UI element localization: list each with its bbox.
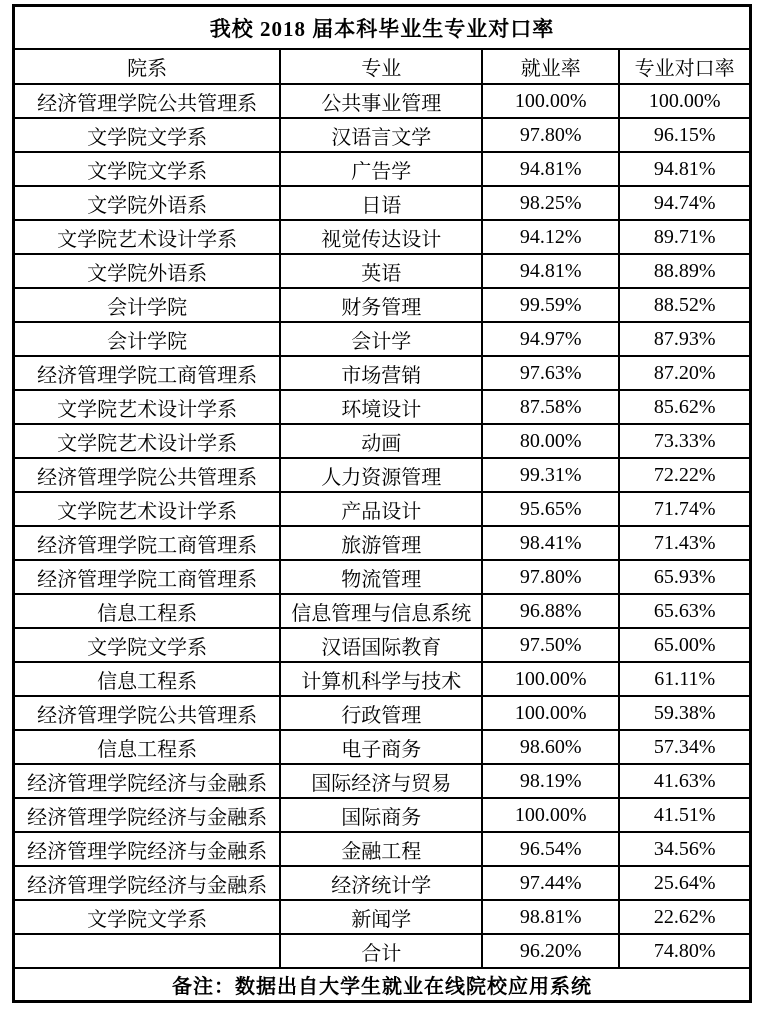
cell-department: 文学院艺术设计学系 bbox=[14, 220, 281, 254]
cell-department: 会计学院 bbox=[14, 322, 281, 356]
cell-department: 文学院艺术设计学系 bbox=[14, 390, 281, 424]
employment-match-rate-table bbox=[12, 4, 752, 1003]
cell-employment-rate: 99.59% bbox=[482, 288, 619, 322]
cell-match-rate: 61.11% bbox=[619, 662, 750, 696]
cell-department: 信息工程系 bbox=[14, 594, 281, 628]
table-row bbox=[14, 322, 751, 356]
cell-major: 经济统计学 bbox=[280, 866, 482, 900]
cell-department: 文学院文学系 bbox=[14, 118, 281, 152]
cell-department: 经济管理学院经济与金融系 bbox=[14, 798, 281, 832]
cell-department: 文学院文学系 bbox=[14, 628, 281, 662]
column-header-match-rate: 专业对口率 bbox=[619, 49, 750, 84]
cell-employment-rate: 94.12% bbox=[482, 220, 619, 254]
cell-department: 文学院外语系 bbox=[14, 186, 281, 220]
cell-employment-rate: 100.00% bbox=[482, 662, 619, 696]
cell-employment-rate: 87.58% bbox=[482, 390, 619, 424]
table-row bbox=[14, 764, 751, 798]
cell-match-rate: 65.63% bbox=[619, 594, 750, 628]
column-header-department: 院系 bbox=[14, 49, 281, 84]
table-row bbox=[14, 84, 751, 118]
cell-department: 经济管理学院经济与金融系 bbox=[14, 764, 281, 798]
cell-employment-rate: 98.60% bbox=[482, 730, 619, 764]
cell-employment-rate: 96.88% bbox=[482, 594, 619, 628]
cell-match-rate: 65.93% bbox=[619, 560, 750, 594]
cell-match-rate: 74.80% bbox=[619, 934, 750, 968]
table-footer-row bbox=[14, 968, 751, 1002]
cell-employment-rate: 100.00% bbox=[482, 84, 619, 118]
table-row bbox=[14, 492, 751, 526]
cell-employment-rate: 99.31% bbox=[482, 458, 619, 492]
column-header-major: 专业 bbox=[280, 49, 482, 84]
cell-match-rate: 65.00% bbox=[619, 628, 750, 662]
cell-department: 经济管理学院工商管理系 bbox=[14, 560, 281, 594]
cell-match-rate: 71.74% bbox=[619, 492, 750, 526]
cell-department: 文学院外语系 bbox=[14, 254, 281, 288]
cell-department: 经济管理学院公共管理系 bbox=[14, 696, 281, 730]
cell-employment-rate: 100.00% bbox=[482, 798, 619, 832]
cell-department: 信息工程系 bbox=[14, 730, 281, 764]
cell-major: 动画 bbox=[280, 424, 482, 458]
cell-match-rate: 94.74% bbox=[619, 186, 750, 220]
cell-major: 汉语言文学 bbox=[280, 118, 482, 152]
table-row bbox=[14, 866, 751, 900]
cell-match-rate: 87.20% bbox=[619, 356, 750, 390]
cell-employment-rate: 98.41% bbox=[482, 526, 619, 560]
cell-employment-rate: 94.97% bbox=[482, 322, 619, 356]
table-row bbox=[14, 152, 751, 186]
cell-employment-rate: 97.80% bbox=[482, 560, 619, 594]
cell-department: 经济管理学院工商管理系 bbox=[14, 356, 281, 390]
table-row bbox=[14, 628, 751, 662]
cell-major: 人力资源管理 bbox=[280, 458, 482, 492]
cell-department: 经济管理学院公共管理系 bbox=[14, 458, 281, 492]
table-row bbox=[14, 696, 751, 730]
cell-major: 环境设计 bbox=[280, 390, 482, 424]
cell-match-rate: 96.15% bbox=[619, 118, 750, 152]
table-row bbox=[14, 424, 751, 458]
table-header-row bbox=[14, 49, 751, 84]
cell-employment-rate: 97.50% bbox=[482, 628, 619, 662]
table-row bbox=[14, 186, 751, 220]
cell-major: 财务管理 bbox=[280, 288, 482, 322]
cell-match-rate: 59.38% bbox=[619, 696, 750, 730]
table-row bbox=[14, 458, 751, 492]
cell-major: 广告学 bbox=[280, 152, 482, 186]
cell-major: 英语 bbox=[280, 254, 482, 288]
cell-employment-rate: 80.00% bbox=[482, 424, 619, 458]
cell-match-rate: 25.64% bbox=[619, 866, 750, 900]
cell-employment-rate: 98.25% bbox=[482, 186, 619, 220]
table-row bbox=[14, 798, 751, 832]
cell-major: 合计 bbox=[280, 934, 482, 968]
cell-match-rate: 88.52% bbox=[619, 288, 750, 322]
cell-match-rate: 94.81% bbox=[619, 152, 750, 186]
cell-major: 视觉传达设计 bbox=[280, 220, 482, 254]
cell-match-rate: 34.56% bbox=[619, 832, 750, 866]
table-title-row bbox=[14, 6, 751, 50]
cell-department bbox=[14, 934, 281, 968]
cell-match-rate: 100.00% bbox=[619, 84, 750, 118]
cell-department: 文学院艺术设计学系 bbox=[14, 492, 281, 526]
cell-employment-rate: 100.00% bbox=[482, 696, 619, 730]
cell-major: 计算机科学与技术 bbox=[280, 662, 482, 696]
cell-major: 旅游管理 bbox=[280, 526, 482, 560]
cell-department: 文学院艺术设计学系 bbox=[14, 424, 281, 458]
cell-major: 市场营销 bbox=[280, 356, 482, 390]
cell-match-rate: 73.33% bbox=[619, 424, 750, 458]
cell-major: 信息管理与信息系统 bbox=[280, 594, 482, 628]
table-row bbox=[14, 560, 751, 594]
cell-major: 国际经济与贸易 bbox=[280, 764, 482, 798]
footer-note: 备注：数据出自大学生就业在线院校应用系统 bbox=[14, 968, 751, 1002]
table-row bbox=[14, 356, 751, 390]
cell-match-rate: 41.63% bbox=[619, 764, 750, 798]
cell-major: 电子商务 bbox=[280, 730, 482, 764]
cell-major: 行政管理 bbox=[280, 696, 482, 730]
cell-major: 产品设计 bbox=[280, 492, 482, 526]
cell-department: 会计学院 bbox=[14, 288, 281, 322]
table-row bbox=[14, 390, 751, 424]
table-row bbox=[14, 526, 751, 560]
cell-major: 金融工程 bbox=[280, 832, 482, 866]
cell-match-rate: 72.22% bbox=[619, 458, 750, 492]
cell-match-rate: 41.51% bbox=[619, 798, 750, 832]
cell-department: 经济管理学院经济与金融系 bbox=[14, 832, 281, 866]
cell-major: 公共事业管理 bbox=[280, 84, 482, 118]
table-row bbox=[14, 730, 751, 764]
table-row bbox=[14, 900, 751, 934]
cell-match-rate: 89.71% bbox=[619, 220, 750, 254]
table-row bbox=[14, 220, 751, 254]
cell-department: 文学院文学系 bbox=[14, 900, 281, 934]
cell-department: 经济管理学院工商管理系 bbox=[14, 526, 281, 560]
cell-employment-rate: 94.81% bbox=[482, 152, 619, 186]
cell-employment-rate: 94.81% bbox=[482, 254, 619, 288]
cell-employment-rate: 98.81% bbox=[482, 900, 619, 934]
column-header-employment-rate: 就业率 bbox=[482, 49, 619, 84]
cell-employment-rate: 97.44% bbox=[482, 866, 619, 900]
table-row bbox=[14, 254, 751, 288]
table-row bbox=[14, 288, 751, 322]
table-row bbox=[14, 934, 751, 968]
cell-employment-rate: 95.65% bbox=[482, 492, 619, 526]
table-row bbox=[14, 662, 751, 696]
cell-department: 文学院文学系 bbox=[14, 152, 281, 186]
table-row bbox=[14, 832, 751, 866]
cell-major: 会计学 bbox=[280, 322, 482, 356]
table-title: 我校 2018 届本科毕业生专业对口率 bbox=[14, 6, 751, 50]
cell-match-rate: 87.93% bbox=[619, 322, 750, 356]
cell-match-rate: 88.89% bbox=[619, 254, 750, 288]
cell-employment-rate: 96.20% bbox=[482, 934, 619, 968]
cell-major: 物流管理 bbox=[280, 560, 482, 594]
cell-employment-rate: 98.19% bbox=[482, 764, 619, 798]
cell-employment-rate: 96.54% bbox=[482, 832, 619, 866]
cell-department: 经济管理学院经济与金融系 bbox=[14, 866, 281, 900]
cell-match-rate: 85.62% bbox=[619, 390, 750, 424]
table-row bbox=[14, 594, 751, 628]
cell-match-rate: 71.43% bbox=[619, 526, 750, 560]
cell-match-rate: 57.34% bbox=[619, 730, 750, 764]
cell-department: 信息工程系 bbox=[14, 662, 281, 696]
cell-major: 国际商务 bbox=[280, 798, 482, 832]
cell-major: 新闻学 bbox=[280, 900, 482, 934]
table-row bbox=[14, 118, 751, 152]
cell-major: 日语 bbox=[280, 186, 482, 220]
cell-department: 经济管理学院公共管理系 bbox=[14, 84, 281, 118]
cell-major: 汉语国际教育 bbox=[280, 628, 482, 662]
cell-employment-rate: 97.63% bbox=[482, 356, 619, 390]
cell-employment-rate: 97.80% bbox=[482, 118, 619, 152]
cell-match-rate: 22.62% bbox=[619, 900, 750, 934]
